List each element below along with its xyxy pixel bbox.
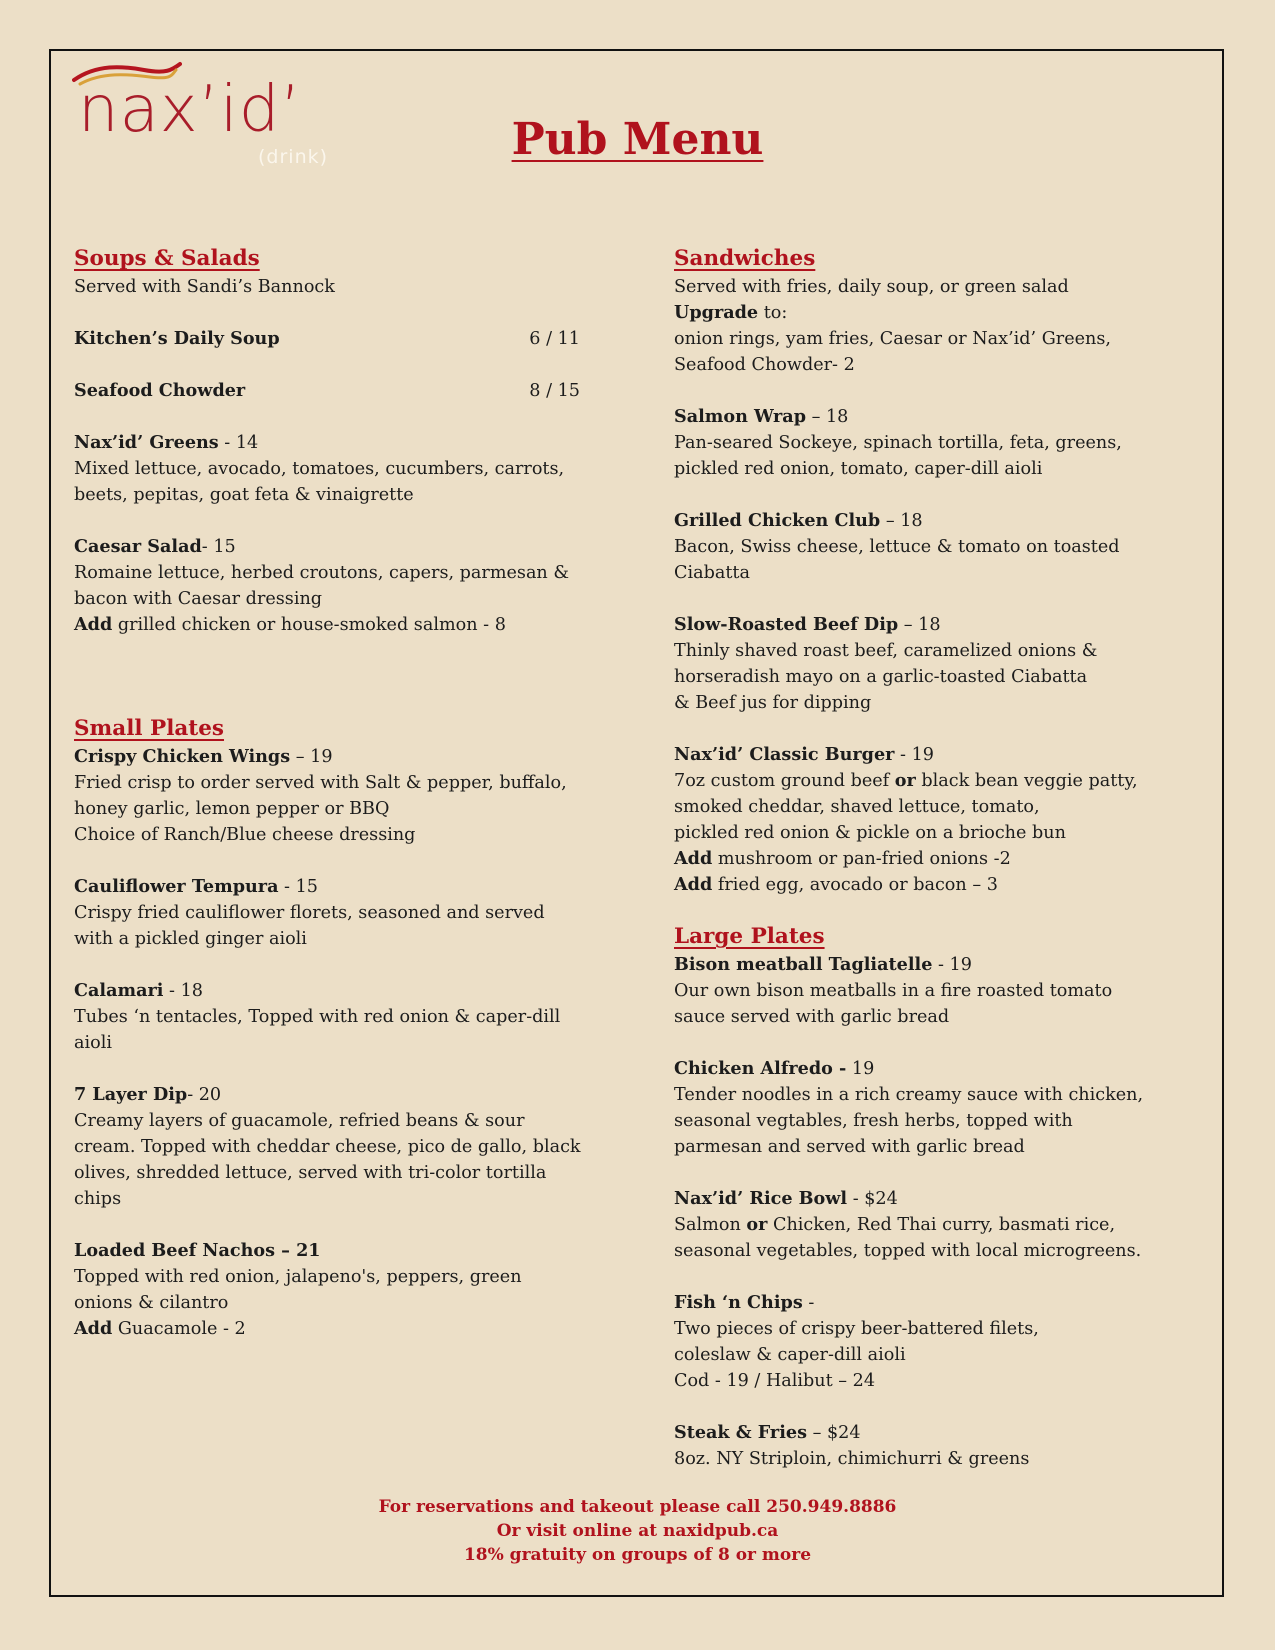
item-description: onions & cilantro — [74, 1293, 229, 1313]
item-price: 19 — [846, 1059, 875, 1079]
item-name: Kitchen’s Daily Soup — [74, 328, 280, 349]
item-price: – 18 — [880, 511, 923, 531]
menu-item-caesar-salad — [74, 534, 594, 638]
menu-item-classic-burger — [674, 742, 1194, 898]
upgrade-text: to: — [758, 303, 788, 323]
item-description: Crispy fried cauliflower florets, seasoned and served — [74, 903, 545, 923]
add-text: fried egg, avocado or bacon – 3 — [712, 875, 998, 895]
menu-item-steak-fries — [674, 1420, 1194, 1472]
item-price: – 18 — [898, 615, 941, 635]
item-description: Two pieces of crispy beer-battered filets, — [674, 1319, 1039, 1339]
or-label: or — [746, 1214, 768, 1235]
right-column — [674, 244, 1194, 1472]
item-description: Ciabatta — [674, 563, 750, 583]
item-name: Loaded Beef Nachos – — [74, 1240, 290, 1261]
add-text: mushroom or pan-fried onions -2 — [712, 849, 1011, 869]
item-description: with a pickled ginger aioli — [74, 929, 307, 949]
item-description: pickled red onion & pickle on a brioche bun — [674, 823, 1066, 843]
item-description: cream. Topped with cheddar cheese, pico de gallo, black — [74, 1137, 581, 1157]
page-title: Pub Menu — [511, 114, 764, 165]
item-name: Bison meatball Tagliatelle — [674, 954, 933, 975]
menu-item-chicken-wings — [74, 744, 594, 848]
add-text: grilled chicken or house-smoked salmon - 8 — [112, 615, 506, 635]
item-description: sauce served with garlic bread — [674, 1007, 950, 1027]
item-name: Chicken Alfredo - — [674, 1058, 847, 1079]
item-price: – 18 — [806, 407, 849, 427]
upgrade-options: Seafood Chowder- 2 — [674, 355, 855, 375]
item-price: - 15 — [278, 877, 318, 897]
footer-gratuity: 18% gratuity on groups of 8 or more — [463, 1545, 812, 1565]
item-description: beets, pepitas, goat feta & vinaigrette — [74, 485, 414, 505]
item-description: coleslaw & caper-dill aioli — [674, 1345, 906, 1365]
add-label: Add — [674, 848, 713, 869]
item-description: seasonal vegtables, fresh herbs, topped with — [674, 1111, 1073, 1131]
item-name: Fish ‘n Chips — [674, 1292, 803, 1313]
item-description: olives, shredded lettuce, served with tri-color tortilla — [74, 1163, 547, 1183]
item-name: Steak & Fries — [674, 1422, 807, 1443]
item-name: Slow-Roasted Beef Dip — [674, 614, 899, 635]
item-description: Cod - 19 / Halibut – 24 — [674, 1371, 876, 1391]
menu-item-naxid-greens — [74, 430, 594, 508]
item-name: Seafood Chowder — [74, 380, 246, 401]
section-title-small-plates: Small Plates — [74, 716, 225, 741]
item-description: smoked cheddar, shaved lettuce, tomato, — [674, 797, 1040, 817]
item-price: - 20 — [187, 1085, 222, 1105]
section-subtitle: Served with fries, daily soup, or green salad — [674, 277, 1069, 297]
item-price: 6 / 11 — [529, 329, 580, 349]
menu-item-cauliflower-tempura — [74, 874, 594, 952]
item-description: & Beef jus for dipping — [674, 693, 872, 713]
add-label: Add — [674, 874, 713, 895]
item-name: Nax’id’ Classic Burger — [674, 744, 895, 765]
item-description: Chicken, Red Thai curry, basmati rice, — [767, 1215, 1116, 1235]
item-description: honey garlic, lemon pepper or BBQ — [74, 799, 390, 819]
menu-footer — [0, 1495, 1275, 1567]
item-name: Cauliflower Tempura — [74, 876, 279, 897]
section-subtitle: Served with Sandi’s Bannock — [74, 277, 335, 297]
item-description: Tender noodles in a rich creamy sauce with chicken, — [674, 1085, 1144, 1105]
item-description: Thinly shaved roast beef, caramelized onions & — [674, 641, 1098, 661]
menu-item-fish-n-chips — [674, 1290, 1194, 1394]
menu-item-7-layer-dip — [74, 1082, 594, 1212]
logo-subtitle: (drink) — [258, 146, 329, 168]
item-description: Choice of Ranch/Blue cheese dressing — [74, 825, 416, 845]
footer-reservations: For reservations and takeout please call 250.949.8886 — [378, 1497, 897, 1517]
item-description: Our own bison meatballs in a fire roasted tomato — [674, 981, 1113, 1001]
item-description: aioli — [74, 1033, 112, 1053]
left-column — [74, 244, 594, 1342]
item-description: pickled red onion, tomato, caper-dill aioli — [674, 459, 1043, 479]
menu-item-salmon-wrap — [674, 404, 1194, 482]
item-price: 8 / 15 — [529, 381, 580, 401]
item-price: - 19 — [932, 955, 972, 975]
menu-item-daily-soup — [74, 326, 594, 352]
item-name: Calamari — [74, 980, 164, 1001]
item-name: Salmon Wrap — [674, 406, 806, 427]
item-price: - 18 — [163, 981, 203, 1001]
item-price: - 15 — [201, 537, 236, 557]
item-name: Nax’id’ Greens — [74, 432, 219, 453]
section-title-sandwiches: Sandwiches — [674, 246, 816, 271]
item-price: – $24 — [806, 1423, 861, 1443]
item-description: black bean veggie patty, — [915, 771, 1138, 791]
menu-item-loaded-beef-nachos — [74, 1238, 594, 1342]
or-label: or — [894, 770, 916, 791]
item-description: 7oz custom ground beef — [674, 771, 895, 791]
item-description: Salmon — [674, 1215, 747, 1235]
add-label: Add — [74, 614, 113, 635]
section-title-soups-salads: Soups & Salads — [74, 246, 260, 271]
menu-item-rice-bowl — [674, 1186, 1194, 1264]
item-price: - — [802, 1293, 815, 1313]
menu-item-seafood-chowder — [74, 378, 594, 404]
add-text: Guacamole - 2 — [112, 1319, 246, 1339]
item-description: Tubes ‘n tentacles, Topped with red onion & caper-dill — [74, 1007, 561, 1027]
item-description: bacon with Caesar dressing — [74, 589, 323, 609]
item-description: seasonal vegetables, topped with local microgreens. — [674, 1241, 1142, 1261]
item-name: 7 Layer Dip — [74, 1084, 188, 1105]
menu-item-chicken-alfredo — [674, 1056, 1194, 1160]
upgrade-options: onion rings, yam fries, Caesar or Nax’id’ Greens, — [674, 329, 1111, 349]
item-description: chips — [74, 1189, 122, 1209]
menu-item-grilled-chicken-club — [674, 508, 1194, 586]
upgrade-label: Upgrade — [674, 302, 759, 323]
logo-word: nax’id’ — [78, 73, 302, 147]
item-description: Romaine lettuce, herbed croutons, capers, parmesan & — [74, 563, 570, 583]
add-label: Add — [74, 1318, 113, 1339]
item-description: Fried crisp to order served with Salt & pepper, buffalo, — [74, 773, 567, 793]
item-description: Creamy layers of guacamole, refried beans & sour — [74, 1111, 525, 1131]
item-description: Topped with red onion, jalapeno's, peppers, green — [74, 1267, 522, 1287]
menu-item-beef-dip — [674, 612, 1194, 716]
item-description: Mixed lettuce, avocado, tomatoes, cucumbers, carrots, — [74, 459, 565, 479]
menu-item-bison-tagliatelle — [674, 952, 1194, 1030]
item-description: parmesan and served with garlic bread — [674, 1137, 1025, 1157]
menu-item-calamari — [74, 978, 594, 1056]
item-price: 21 — [289, 1240, 321, 1261]
item-name: Grilled Chicken Club — [674, 510, 881, 531]
item-name: Nax’id’ Rice Bowl — [674, 1188, 848, 1209]
item-description: Bacon, Swiss cheese, lettuce & tomato on toasted — [674, 537, 1120, 557]
footer-website: Or visit online at naxidpub.ca — [496, 1521, 779, 1541]
item-price: – 19 — [290, 747, 333, 767]
item-price: - 19 — [894, 745, 934, 765]
item-name: Crispy Chicken Wings — [74, 746, 291, 767]
item-price: - $24 — [847, 1189, 898, 1209]
item-name: Caesar Salad — [74, 536, 202, 557]
item-description: 8oz. NY Striploin, chimichurri & greens — [674, 1449, 1030, 1469]
section-title-large-plates: Large Plates — [674, 924, 825, 949]
item-description: horseradish mayo on a garlic-toasted Ciabatta — [674, 667, 1088, 687]
item-description: Pan-seared Sockeye, spinach tortilla, feta, greens, — [674, 433, 1122, 453]
item-price: - 14 — [218, 433, 259, 453]
